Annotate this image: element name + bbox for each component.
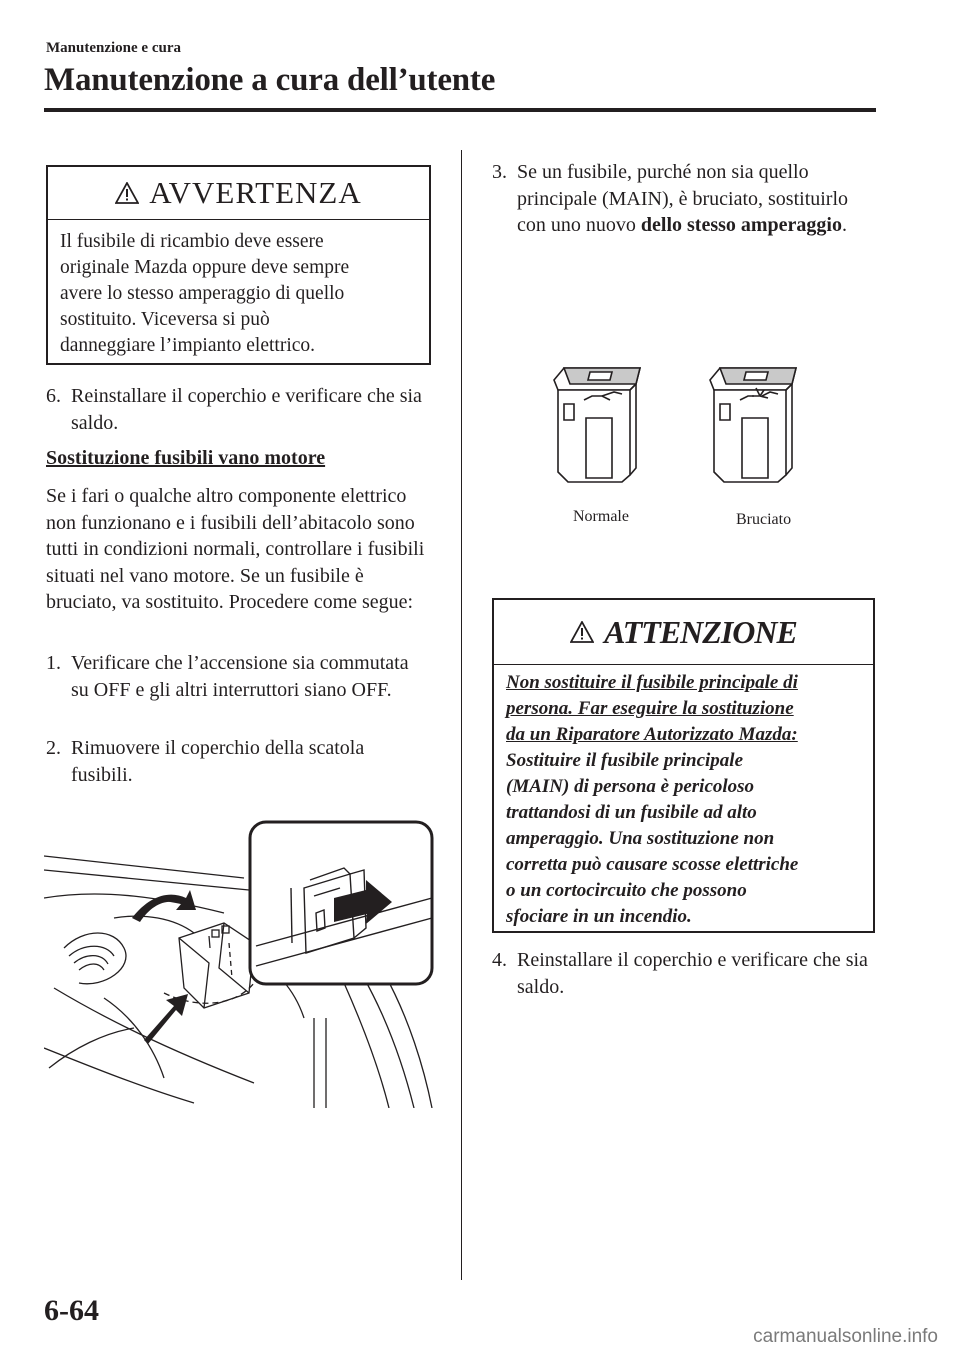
warning-heading: AVVERTENZA <box>149 175 362 211</box>
warning-line: sostituito. Viceversa si può <box>60 309 270 330</box>
step-text: Reinstallare il coperchio e verificare che sia saldo. <box>517 949 868 998</box>
step-3-text-end: . <box>841 214 847 236</box>
warning-line: originale Mazda oppure deve sempre <box>60 257 350 278</box>
warning-triangle-icon <box>570 623 598 640</box>
caution-underlined-line: Non sostituire il fusibile principale di <box>506 672 798 693</box>
fuse-comparison-figure <box>540 360 820 540</box>
step-1 <box>46 650 431 703</box>
fuse-label-normal: Normale <box>573 508 629 525</box>
watermark: carmanualsonline.info <box>753 1326 938 1347</box>
step-3 <box>492 159 872 239</box>
fuse-blown <box>710 368 796 482</box>
step-text: Reinstallare il coperchio e verificare che sia saldo. <box>71 385 422 434</box>
caution-heading: ATTENZIONE <box>604 614 797 651</box>
caution-line: (MAIN) di persona è pericoloso <box>506 776 755 797</box>
warning-body <box>48 220 429 359</box>
step-text: Rimuovere il coperchio della scatola fusibili. <box>71 737 365 786</box>
fuse-label-blown: Bruciato <box>736 511 792 528</box>
engine-fuse-box-illustration <box>44 818 436 1108</box>
caution-line: corretta può causare scosse elettriche <box>506 854 799 875</box>
step-number: 3. <box>492 161 507 183</box>
caution-box <box>492 598 875 933</box>
step-number: 6. <box>46 385 61 407</box>
caution-line: Sostituire il fusibile principale <box>506 750 743 771</box>
section-label: Manutenzione e cura <box>46 40 181 56</box>
caution-box-header <box>494 600 873 665</box>
step-6 <box>46 383 431 436</box>
caution-line: amperaggio. Una sostituzione non <box>506 828 775 849</box>
step-number: 2. <box>46 737 61 759</box>
page-number: 6-64 <box>44 1294 99 1327</box>
warning-line: danneggiare l’impianto elettrico. <box>60 335 316 356</box>
subheading: Sostituzione fusibili vano motore <box>46 447 326 469</box>
step-3-text: Se un fusibile, purché non sia quello principale (MAIN), è bruciato, sostituirlo con uno nuovo <box>517 161 849 236</box>
warning-box-header <box>48 167 429 220</box>
caution-underlined-line: persona. Far eseguire la sostituzione <box>506 698 794 719</box>
column-divider <box>461 150 462 1280</box>
caution-line: trattandosi di un fusibile ad alto <box>506 802 757 823</box>
title-rule <box>44 108 876 112</box>
fuse-normal <box>554 368 640 482</box>
caution-line: o un cortocircuito che possono <box>506 880 747 901</box>
step-3-bold-text: dello stesso amperaggio <box>640 214 842 236</box>
step-text <box>492 159 872 239</box>
step-4 <box>492 947 872 1000</box>
caution-body <box>494 665 873 930</box>
caution-underlined-line: da un Riparatore Autorizzato Mazda: <box>506 724 798 745</box>
caution-line: sfociare in un incendio. <box>506 906 692 927</box>
warning-line: avere lo stesso amperaggio di quello <box>60 283 345 304</box>
warning-line: Il fusibile di ricambio deve essere <box>60 231 324 252</box>
warning-box <box>46 165 431 365</box>
step-number: 4. <box>492 949 507 971</box>
intro-paragraph: Se i fari o qualche altro componente elettrico non funzionano e i fusibili dell’abitacolo sono tutti in condizioni normali, controllare i fusibili situati nel vano motore. Se un fusibile è bruciato, va sostituito. Procedere come segue: <box>46 485 425 613</box>
warning-triangle-icon <box>115 184 143 201</box>
step-text: Verificare che l’accensione sia commutata su OFF e gli altri interruttori siano OFF. <box>71 652 409 701</box>
step-number: 1. <box>46 652 61 674</box>
page-title: Manutenzione a cura dell’utente <box>44 62 496 98</box>
step-2 <box>46 735 406 788</box>
